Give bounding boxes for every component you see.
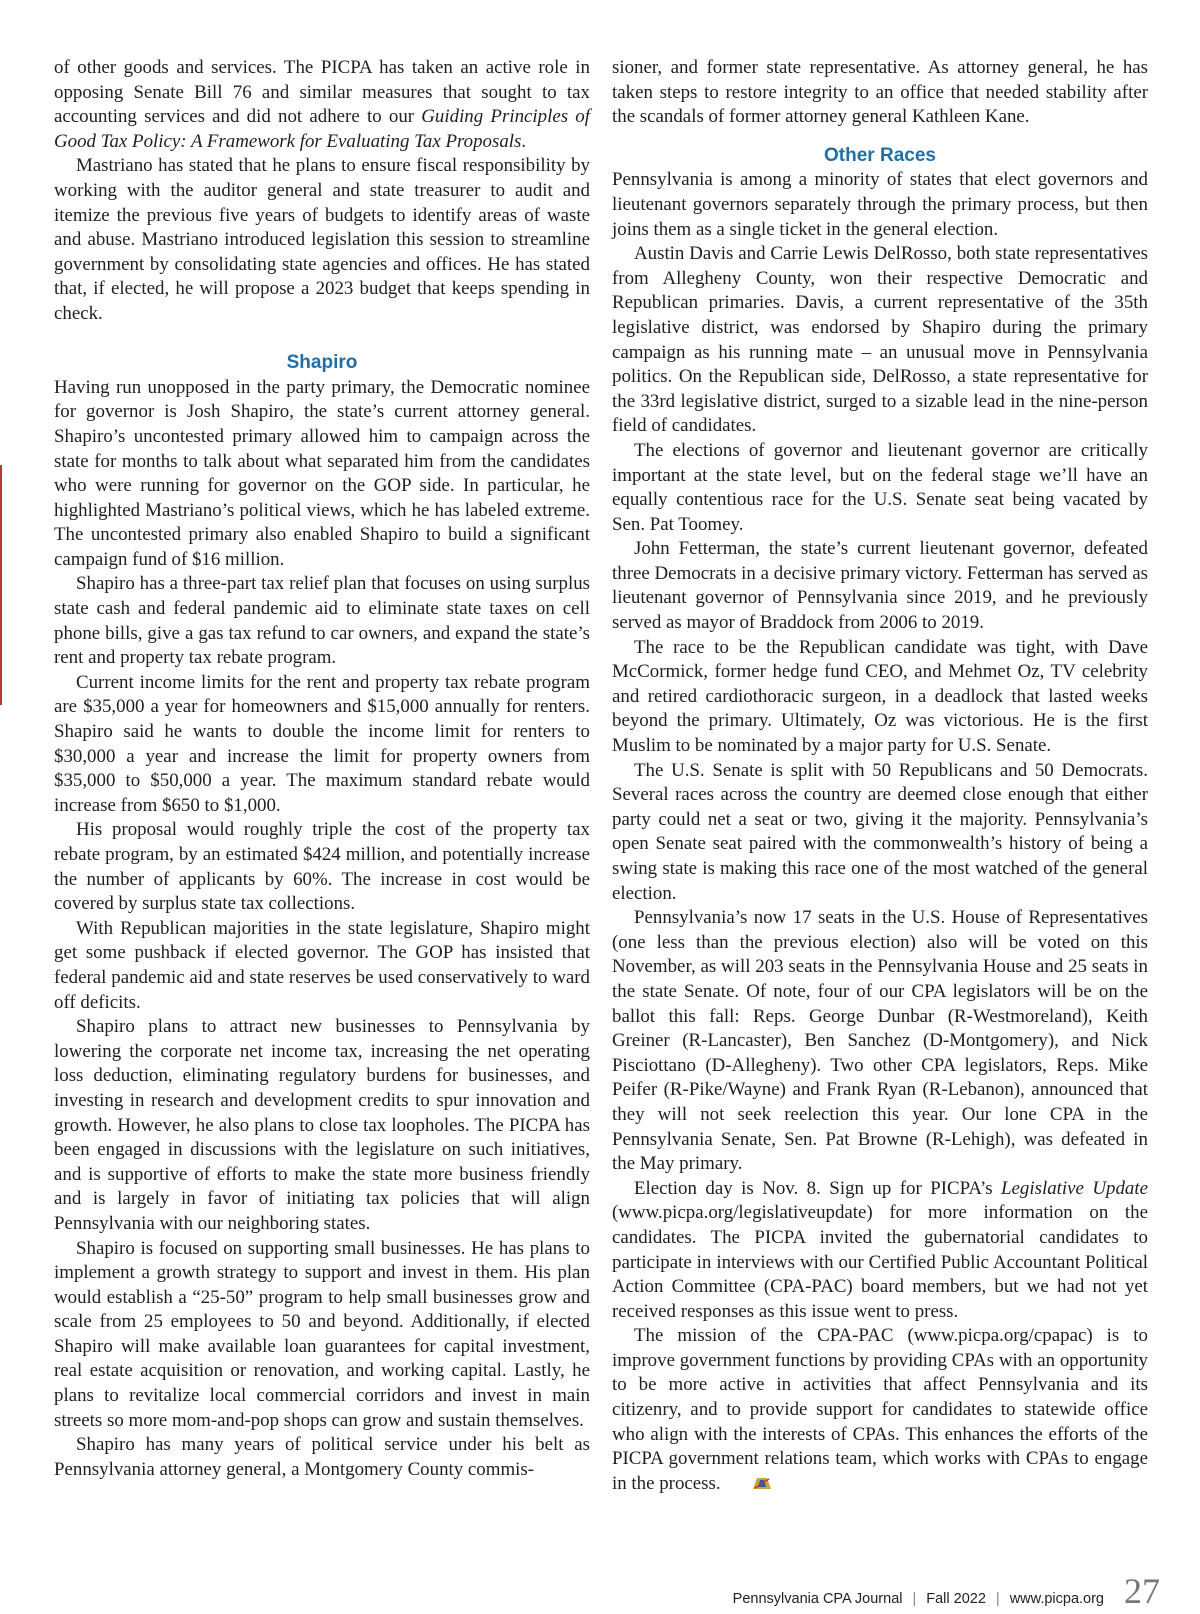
paragraph: Shapiro is focused on supporting small businesses. He has plans to implement a growth strategy to support and invest in them. His plan would establish a “25-50” program to help small businesses grow and scale from 25 employees to 50 and beyond. Additionally, if elected Shapiro will make available loan guarantees for capital investment, real estate acquisition or renovation, and working capital. Lastly, he plans to revitalize local commercial corridors and invest in main streets so more mom-and-pop shops can grow and sustain themselves.	[54, 1237, 590, 1431]
page-footer	[733, 1570, 1160, 1614]
margin-accent-rule	[0, 465, 2, 705]
paragraph: Austin Davis and Carrie Lewis DelRosso, both state representatives from Allegheny County, won their respective Democratic and Republican primaries. Davis, a current representative of the 35th legislative district, was endorsed by Shapiro during the primary campaign as his running mate – an unusual move in Pennsylvania politics. On the Republican side, DelRosso, a state representative for the 33rd legislative district, surged to a sizable lead in the nine-person field of candidates.	[612, 243, 1148, 437]
paragraph: Pennsylvania’s now 17 seats in the U.S. House of Representatives (one less than the previous election) also will be voted on this November, as will 203 seats in the Pennsylvania House and 25 seats in the state Senate. Of note, four of our CPA legislators will be on the ballot this fall: Reps. George Dunbar (R-Westmoreland), Keith Greiner (R-Lancaster), Ben Sanchez (D-Montgomery), and Nick Pisciottano (D-Allegheny). Two other CPA legislators, Reps. Mike Peifer (R-Pike/Wayne) and Frank Ryan (R-Lebanon), announced that they will not seek reelection this year. Our lone CPA in the Pennsylvania Senate, Sen. Pat Browne (R-Lehigh), was defeated in the May primary.	[612, 907, 1148, 1175]
footer-journal-name: Pennsylvania CPA Journal	[732, 1591, 903, 1607]
page-number: 27	[1124, 1571, 1160, 1611]
paragraph: Mastriano has stated that he plans to ensure fiscal responsibility by working with the auditor general and state treasurer to audit and itemize the previous five years of budgets to identify areas of waste and abuse. Mastriano introduced legislation this session to streamline government by consolidating state agencies and offices. He has stated that, if elected, he will propose a 2023 budget that keeps spending in check.	[54, 155, 590, 324]
paragraph: His proposal would roughly triple the cost of the property tax rebate program, by an estimated $424 million, and potentially increase the number of applicants by 60%. The increase in cost would be covered by surplus state tax collections.	[54, 819, 590, 915]
paragraph: Shapiro has a three-part tax relief plan that focuses on using surplus state cash and federal pandemic aid to eliminate state taxes on cell phone bills, give a gas tax refund to car owners, and expand the state’s rent and property tax rebate program.	[54, 573, 590, 669]
section-heading-shapiro: Shapiro	[286, 352, 358, 374]
paragraph: Current income limits for the rent and property tax rebate program are $35,000 a year for homeowners and $15,000 annually for renters. Shapiro said he wants to double the income limit for renters to $30,000 a year and increase the limit for property owners from $35,000 to $50,000 a year. The maximum standard rebate would increase from $650 to $1,000.	[54, 671, 590, 816]
keystone-end-mark-icon	[729, 1473, 751, 1487]
section-heading-other-races: Other Races	[824, 144, 936, 166]
footer-issue: Fall 2022	[926, 1591, 986, 1607]
paragraph: The mission of the CPA-PAC (www.picpa.org/cpapac) is to improve government functions by providing CPAs with an opportunity to be more active in activities that affect Pennsylvania and its citizenry, and to provide support for candidates to statewide office who align with the interests of CPAs. This enhances the efforts of the PICPA government relations team, which works with CPAs to engage in the process.	[612, 1325, 1148, 1494]
paragraph: John Fetterman, the state’s current lieutenant governor, defeated three Democrats in a decisive primary victory. Fetterman has served as lieutenant governor of Pennsylvania since 2019, and he previously served as mayor of Braddock from 2006 to 2019.	[612, 538, 1148, 634]
paragraph: The elections of governor and lieutenant governor are critically important at the state level, but on the federal stage we’ll have an equally contentious race for the U.S. Senate seat being vacated by Sen. Pat Toomey.	[612, 439, 1148, 535]
paragraph: sioner, and former state representative. As attorney general, he has taken steps to restore integrity to an office that needed stability after the scandals of former attorney general Kathleen Kane.	[612, 57, 1148, 128]
paragraph: Pennsylvania is among a minority of states that elect governors and lieutenant governors separately through the primary process, but then joins them as a single ticket in the general election.	[612, 169, 1148, 240]
paragraph: Shapiro plans to attract new businesses to Pennsylvania by lowering the corporate net income tax, increasing the net operating loss deduction, eliminating regulatory burdens for businesses, and investing in research and development credits to spur innovation and growth. However, he also plans to close tax loopholes. The PICPA has been engaged in discussions with the legislature on such initiatives, and is supportive of efforts to make the state more business friendly and is largely in favor of initiating tax policies that will align Pennsylvania with our neighboring states.	[54, 1016, 590, 1234]
paragraph: Having run unopposed in the party primary, the Democratic nominee for governor is Josh Shapiro, the state’s current attorney general. Shapiro’s uncontested primary allowed him to campaign across the state for months to talk about what separated him from the candidates who were running for governor on the GOP side. In particular, he highlighted Mastriano’s political views, which he has labeled extreme. The uncontested primary also enabled Shapiro to build a significant campaign fund of $16 million.	[54, 376, 590, 570]
article-column-right	[612, 56, 1148, 1496]
paragraph: Election day is Nov. 8. Sign up for PICPA’s Legislative Update (www.picpa.org/legislativeupdate) for more information on the candidates. The PICPA invited the gubernatorial candidates to participate in interviews with our Certified Public Accountant Political Action Committee (CPA-PAC) board members, but we had not yet received responses as this issue went to press.	[612, 1177, 1148, 1322]
article-column-left	[54, 56, 590, 1482]
footer-separator: |	[912, 1591, 917, 1607]
footer-separator: |	[995, 1591, 1000, 1607]
paragraph: Shapiro has many years of political service under his belt as Pennsylvania attorney general, a Montgomery County commis-	[54, 1434, 590, 1480]
paragraph: The race to be the Republican candidate was tight, with Dave McCormick, former hedge fund CEO, and Mehmet Oz, TV celebrity and retired cardiothoracic surgeon, in a deadlock that lasted weeks beyond the primary. Ultimately, Oz was victorious. He is the first Muslim to be nominated by a major party for U.S. Senate.	[612, 636, 1148, 757]
paragraph: With Republican majorities in the state legislature, Shapiro might get some pushback if elected governor. The GOP has insisted that federal pandemic aid and state reserves be used conservatively to ward off deficits.	[54, 917, 590, 1013]
paragraph: of other goods and services. The PICPA has taken an active role in opposing Senate Bill 76 and similar measures that sought to tax accounting services and did not adhere to our Guiding Principles of Good Tax Policy: A Framework for Evaluating Tax Proposals.	[54, 57, 590, 152]
paragraph: The U.S. Senate is split with 50 Republicans and 50 Democrats. Several races across the country are deemed close enough that either party could net a seat or two, giving it the majority. Pennsylvania’s open Senate seat paired with the commonwealth’s history of being a swing state is making this race one of the most watched of the general election.	[612, 759, 1148, 904]
footer-website-link[interactable]: www.picpa.org	[1009, 1591, 1104, 1607]
